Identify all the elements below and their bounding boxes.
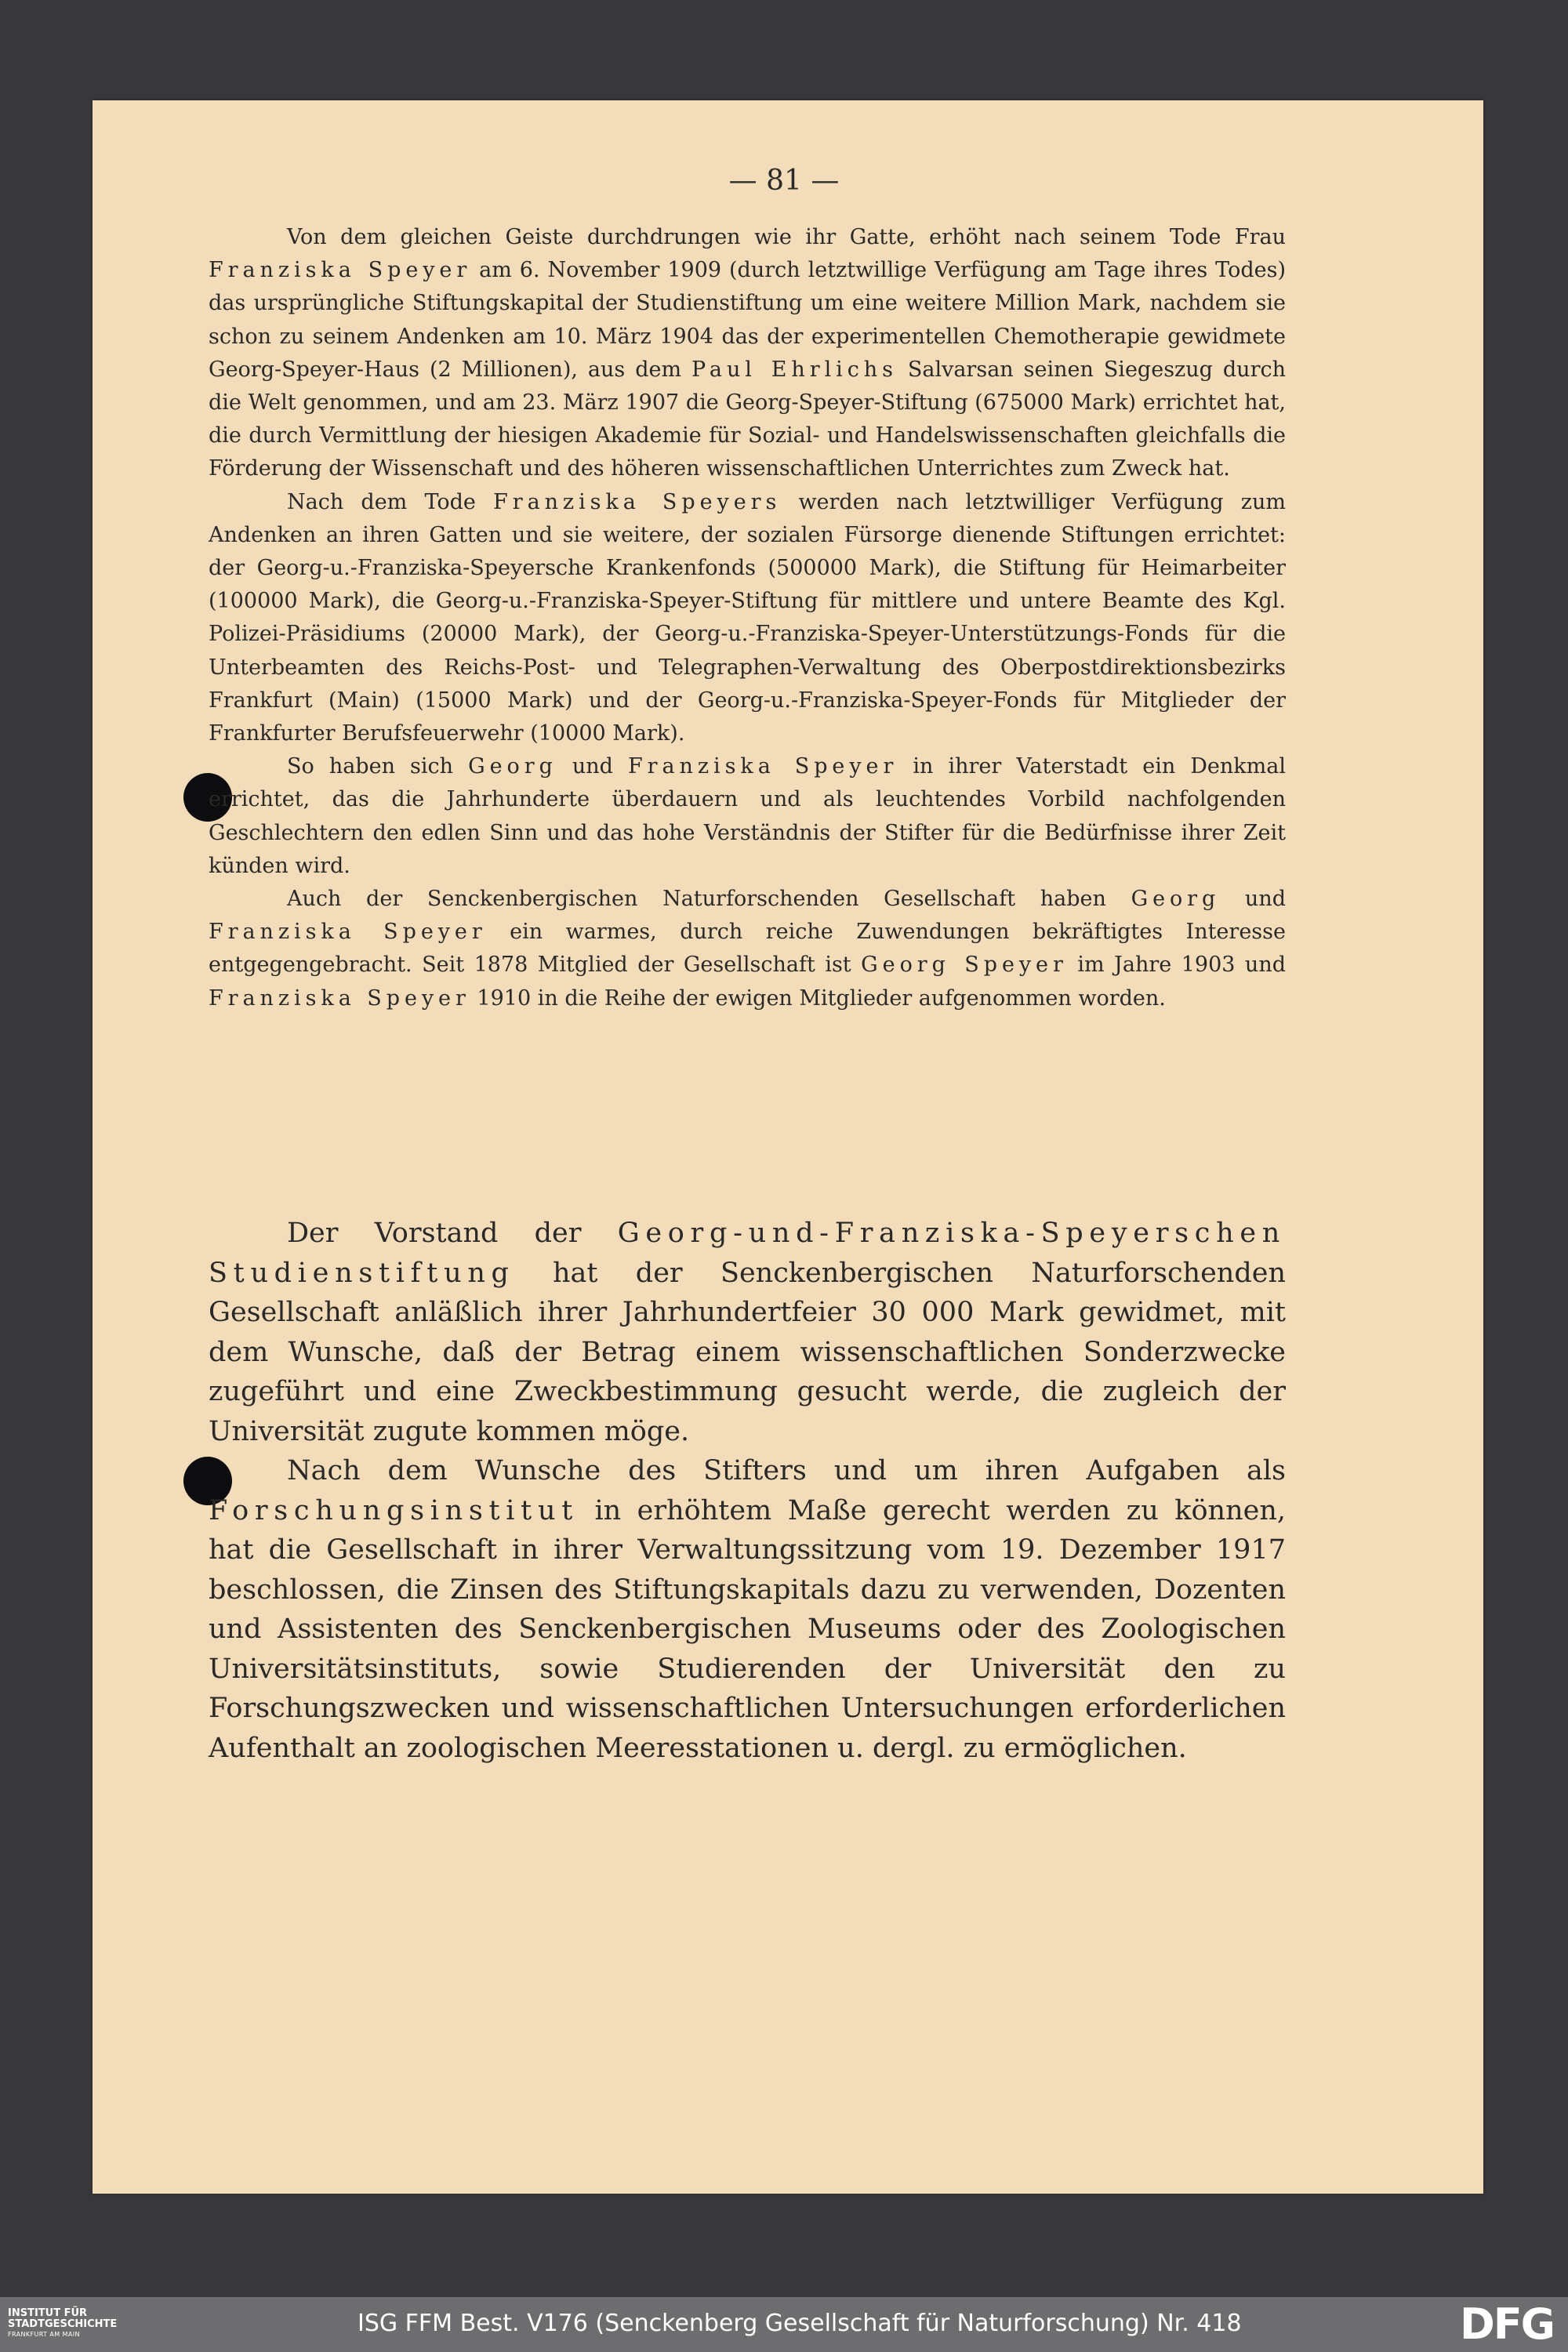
archive-footer-bar (0, 2297, 1568, 2352)
institution-logo: INSTITUT FÜR STADTGESCHICHTE FRANKFURT AM MAIN (8, 2307, 118, 2338)
paragraph-3: So haben sich Georg und Franziska Speyer in ihrer Vaterstadt ein Denkmal errichtet, das die Jahrhunderte überdauern und als leuchtendes Vorbild nachfolgenden Geschlechtern den edlen Sinn und das hohe Verständnis der Stifter für die Bedürfnisse ihrer Zeit künden wird. (209, 754, 1286, 878)
paragraph-2: Nach dem Tode Franziska Speyers werden nach letztwilliger Verfügung zum Andenken an ihren Gatten und sie weitere, der sozialen Fürsorge dienende Stiftungen errichtet: der Georg-u.-Franziska-Speyersche Krankenfonds (500000 Mark), die Stiftung für Heimarbeiter (100000 Mark), die Georg-u.-Franziska-Speyer-Stiftung für mittlere und untere Beamte des Kgl. Polizei-Präsidiums (20000 Mark), der Georg-u.-Franziska-Speyer-Unterstützungs-Fonds für die Unterbeamten des Reichs-Post- und Telegraphen-Verwaltung des Oberpostdirektionsbezirks Frankfurt (Main) (15000 Mark) und der Georg-u.-Franziska-Speyer-Fonds für Mitglieder der Frankfurter Berufsfeuerwehr (10000 Mark). (209, 489, 1286, 746)
paragraph-5: Der Vorstand der Georg-und-Franziska-Speyerschen Studienstiftung hat der Senckenbergischen Naturforschenden Gesellschaft anläßlich ihrer Jahrhundertfeier 30 000 Mark gewidmet, mit dem Wunsche, daß der Betrag einem wissenschaftlichen Sonderzwecke zugeführt und eine Zweckbestimmung gesucht werde, die zugleich der Universität zugute kommen möge. (209, 1218, 1286, 1447)
dfg-logo: DFG (1459, 2299, 1554, 2349)
paragraph-1: Von dem gleichen Geiste durchdrungen wie ihr Gatte, erhöht nach seinem Tode Frau Franziska Speyer am 6. November 1909 (durch letztwillige Verfügung am Tage ihres Todes) das ursprüngliche Stiftungskapital der Studienstiftung um eine weitere Million Mark, nachdem sie schon zu seinem Andenken am 10. März 1904 das der experimentellen Chemotherapie gewidmete Georg-Speyer-Haus (2 Millionen), aus dem Paul Ehrlichs Salvarsan seinen Siegeszug durch die Welt genommen, und am 23. März 1907 die Georg-Speyer-Stiftung (675000 Mark) errichtet hat, die durch Vermittlung der hiesigen Akademie für Sozial- und Handelswissenschaften gleichfalls die Förderung der Wissenschaft und des höheren wissenschaftlichen Unterrichtes zum Zweck hat. (209, 225, 1287, 481)
archive-caption: ISG FFM Best. V176 (Senckenberg Gesellschaft für Naturforschung) Nr. 418 (358, 2310, 1242, 2337)
page-number: — 81 — (728, 165, 840, 197)
large-print-section (209, 1214, 1286, 1768)
paragraph-6: Nach dem Wunsche des Stifters und um ihren Aufgaben als Forschungsinstitut in erhöhtem Maße gerecht werden zu können, hat die Gesellschaft in ihrer Verwaltungssitzung vom 19. Dezember 1917 beschlossen, die Zinsen des Stiftungskapitals dazu zu verwenden, Dozenten und Assistenten des Senckenbergischen Museums oder des Zoologischen Universitätsinstituts, sowie Studierenden der Universität den zu Forschungszwecken und wissenschaftlichen Untersuchungen erforderlichen Aufenthalt an zoologischen Meeresstationen u. dergl. zu ermöglichen. (209, 1455, 1286, 1764)
paragraph-4: Auch der Senckenbergischen Naturforschenden Gesellschaft haben Georg und Franziska Speyer ein warmes, durch reiche Zuwendungen bekräftigtes Interesse entgegengebracht. Seit 1878 Mitglied der Gesellschaft ist Georg Speyer im Jahre 1903 und Franziska Speyer 1910 in die Reihe der ewigen Mitglieder aufgenommen worden. (209, 887, 1286, 1011)
small-print-section (209, 221, 1286, 1015)
